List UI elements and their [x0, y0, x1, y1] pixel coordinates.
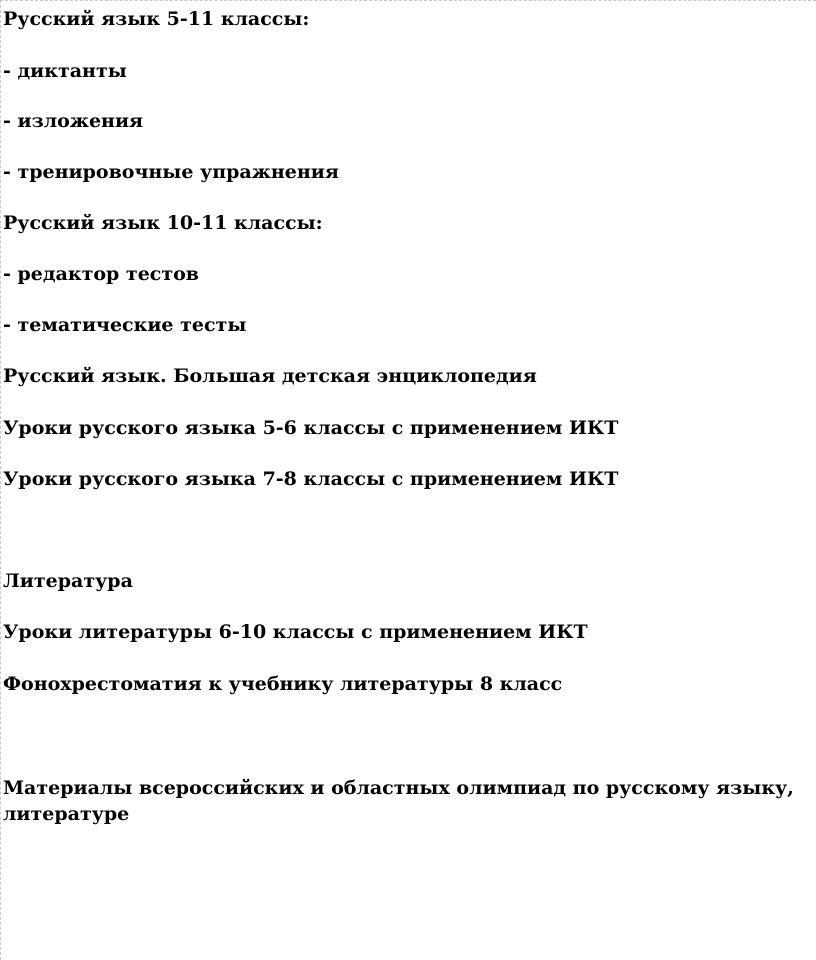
list-item-exercises: - тренировочные упражнения: [3, 161, 339, 183]
encyclopedia-title: Русский язык. Большая детская энциклопедия: [3, 365, 537, 387]
russian-10-11-heading: Русский язык 10-11 классы:: [3, 212, 323, 234]
russian-5-11-heading: Русский язык 5-11 классы:: [3, 8, 310, 30]
lessons-5-6-title: Уроки русского языка 5-6 классы с применением ИКТ: [3, 417, 619, 439]
list-item-test-editor: - редактор тестов: [3, 263, 199, 285]
olympiad-materials-title: Материалы всероссийских и областных олимпиад по русскому языку, литературе: [3, 777, 794, 825]
list-item-expositions: - изложения: [3, 110, 144, 132]
phono-chrestomathy-title: Фонохрестоматия к учебнику литературы 8 класс: [3, 673, 563, 695]
lessons-7-8-title: Уроки русского языка 7-8 классы с применением ИКТ: [3, 468, 619, 490]
literature-heading: Литература: [3, 570, 133, 592]
list-item-thematic-tests: - тематические тесты: [3, 314, 247, 336]
literature-lessons-title: Уроки литературы 6-10 классы с применением ИКТ: [3, 621, 588, 643]
list-item-dictations: - диктанты: [3, 60, 127, 82]
